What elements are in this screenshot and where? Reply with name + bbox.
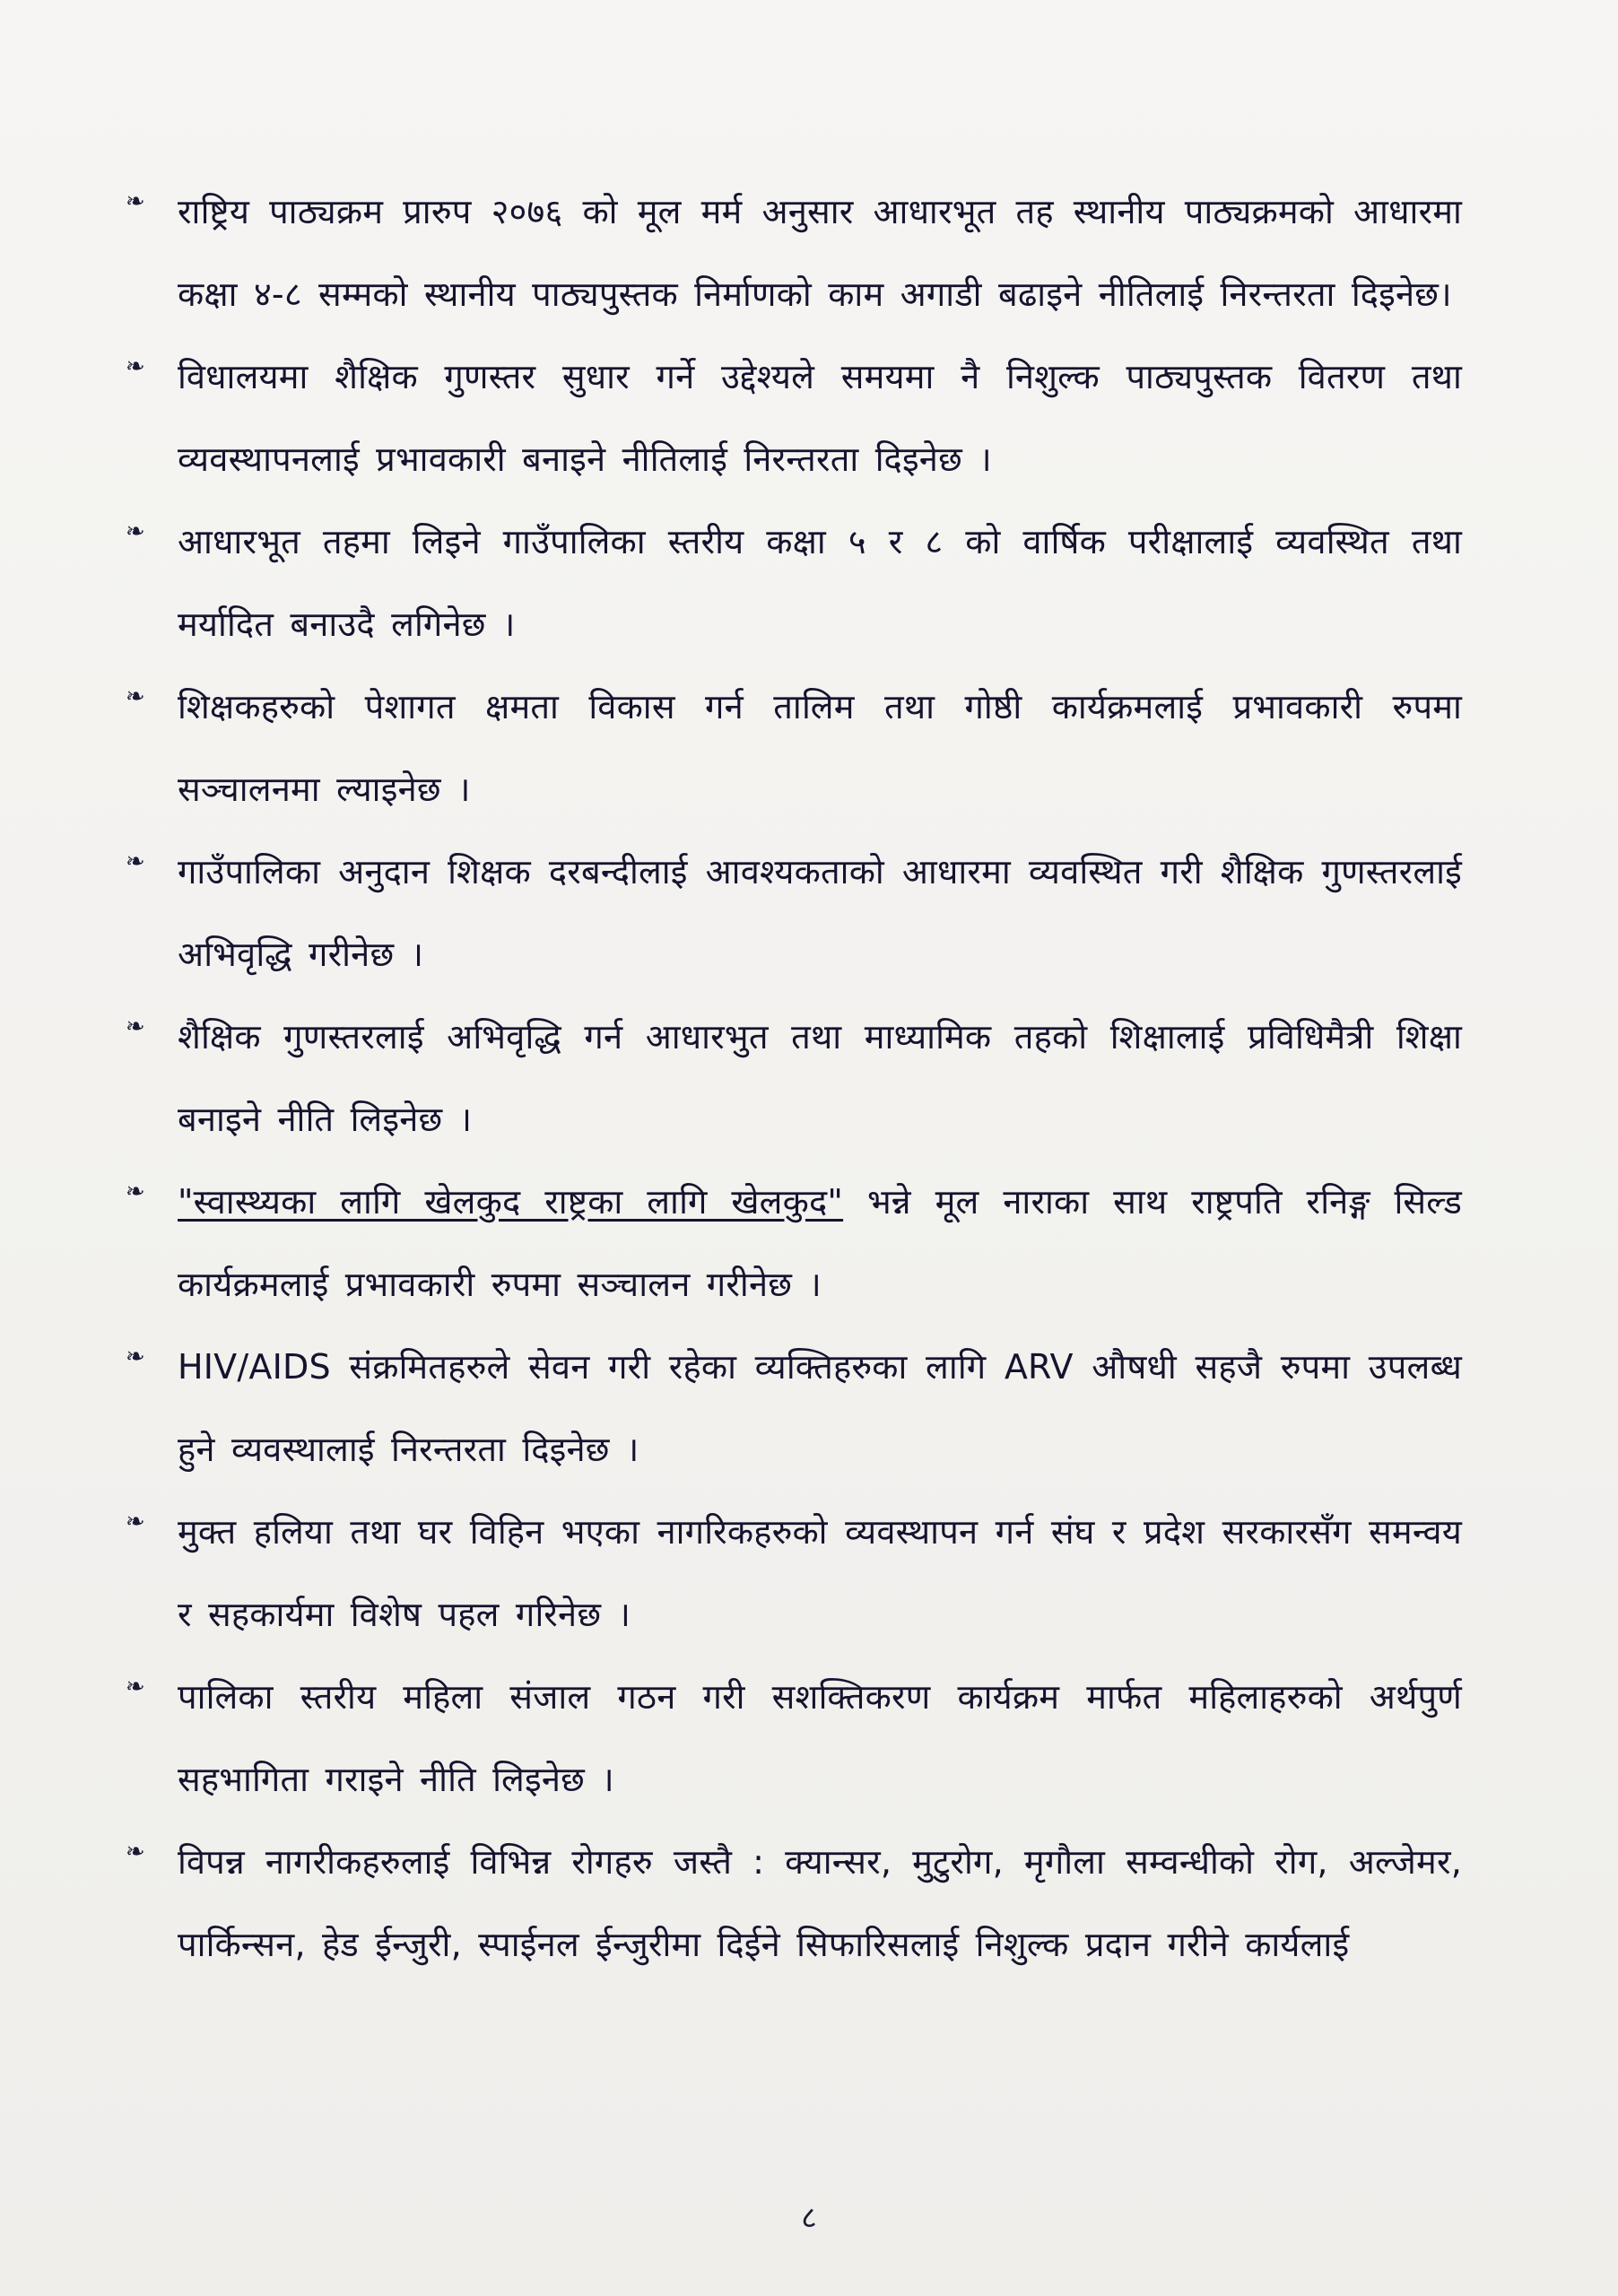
- page-number: ८: [801, 2200, 817, 2236]
- slogan-text: "स्वास्थ्यका लागि खेलकुद राष्ट्रका लागि खेलकुद": [178, 1182, 844, 1222]
- list-item-text: [178, 1161, 1462, 1326]
- list-item: [117, 335, 1462, 500]
- slogan-continuation: भन्ने मूल नाराका साथ राष्ट्रपति रनिङ्ग सिल्ड कार्यक्रमलाई प्रभावकारी रुपमा सञ्चालन गरीनेछ ।: [178, 1182, 1462, 1304]
- bullet-icon: ❧: [126, 1344, 145, 1370]
- list-item: [117, 170, 1462, 335]
- bullet-icon: ❧: [126, 1509, 145, 1535]
- bullet-icon: ❧: [126, 848, 145, 875]
- policy-list: [117, 170, 1462, 1986]
- list-item: [117, 1656, 1462, 1821]
- list-item-text: पालिका स्तरीय महिला संजाल गठन गरी सशक्तिकरण कार्यक्रम मार्फत महिलाहरुको अर्थपुर्ण सहभागिता गराइने नीति लिइनेछ ।: [178, 1677, 1462, 1799]
- list-item-text: विपन्न नागरीकहरुलाई विभिन्न रोगहरु जस्तै : क्यान्सर, मुटुरोग, मृगौला सम्वन्धीको रोग, अल्जेमर, पार्किन्सन, हेड ईन्जुरी, स्पाईनल ईन्जुरीमा दिईने सिफारिसलाई निशुल्क प्रदान गरीने कार्यलाई: [178, 1842, 1462, 1964]
- list-item: [117, 831, 1462, 996]
- bullet-icon: ❧: [126, 683, 145, 710]
- list-item: [117, 1821, 1462, 1986]
- bullet-icon: ❧: [126, 1178, 145, 1205]
- list-item-text: HIV/AIDS संक्रमितहरुले सेवन गरी रहेका व्यक्तिहरुका लागि ARV औषधी सहजै रुपमा उपलब्ध हुने व्यवस्थालाई निरन्तरता दिइनेछ ।: [178, 1347, 1462, 1469]
- list-item: [117, 996, 1462, 1161]
- list-item-text: शैक्षिक गुणस्तरलाई अभिवृद्धि गर्न आधारभुत तथा माध्यामिक तहको शिक्षालाई प्रविधिमैत्री शिक्षा बनाइने नीति लिइनेछ ।: [178, 1017, 1462, 1139]
- list-item: [117, 1161, 1462, 1326]
- list-item-text: विधालयमा शैक्षिक गुणस्तर सुधार गर्ने उद्देश्यले समयमा नै निशुल्क पाठ्यपुस्तक वितरण तथा व्यवस्थापनलाई प्रभावकारी बनाइने नीतिलाई निरन्तरता दिइनेछ ।: [178, 357, 1462, 479]
- list-item: [117, 1326, 1462, 1491]
- list-item: [117, 665, 1462, 831]
- list-item-text: मुक्त हलिया तथा घर विहिन भएका नागरिकहरुको व्यवस्थापन गर्न संघ र प्रदेश सरकारसँग समन्वय र सहकार्यमा विशेष पहल गरिनेछ ।: [178, 1512, 1462, 1634]
- list-item-text: आधारभूत तहमा लिइने गाउँपालिका स्तरीय कक्षा ५ र ८ को वार्षिक परीक्षालाई व्यवस्थित तथा मर्यादित बनाउदै लगिनेछ ।: [178, 522, 1462, 644]
- bullet-icon: ❧: [126, 353, 145, 380]
- bullet-icon: ❧: [126, 188, 145, 215]
- bullet-icon: ❧: [126, 1674, 145, 1700]
- bullet-icon: ❧: [126, 1839, 145, 1866]
- bullet-icon: ❧: [126, 518, 145, 545]
- list-item-text: राष्ट्रिय पाठ्यक्रम प्रारुप २०७६ को मूल मर्म अनुसार आधारभूत तह स्थानीय पाठ्यक्रमको आधारमा कक्षा ४-८ सम्मको स्थानीय पाठ्यपुस्तक निर्माणको काम अगाडी बढाइने नीतिलाई निरन्तरता दिइनेछ।: [178, 192, 1462, 314]
- bullet-icon: ❧: [126, 1013, 145, 1040]
- list-item-text: शिक्षकहरुको पेशागत क्षमता विकास गर्न तालिम तथा गोष्ठी कार्यक्रमलाई प्रभावकारी रुपमा सञ्चालनमा ल्याइनेछ ।: [178, 687, 1462, 809]
- list-item: [117, 1491, 1462, 1656]
- list-item-text: गाउँपालिका अनुदान शिक्षक दरबन्दीलाई आवश्यकताको आधारमा व्यवस्थित गरी शैक्षिक गुणस्तरलाई अभिवृद्धि गरीनेछ ।: [178, 852, 1462, 974]
- list-item: [117, 500, 1462, 665]
